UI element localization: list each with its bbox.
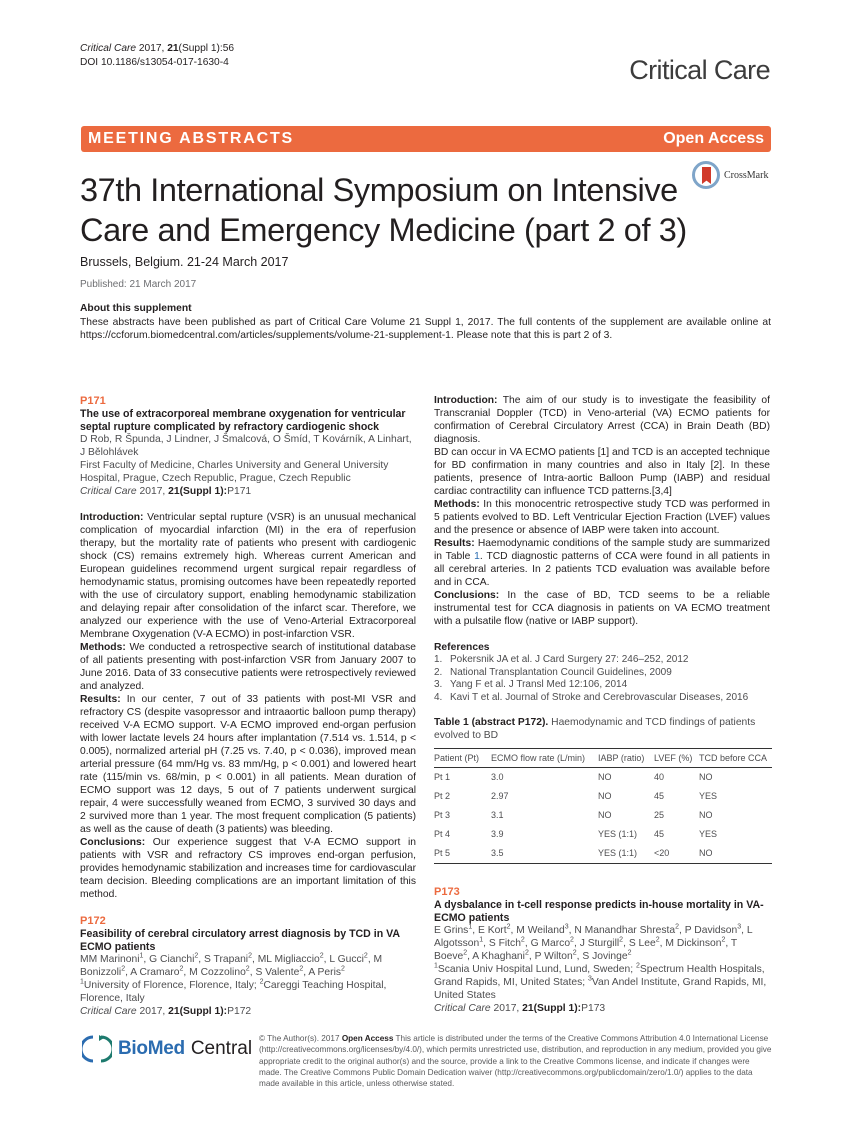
conclusions-paragraph [80,836,416,901]
table-cell: 3.1 [491,810,504,821]
table-cell: 45 [654,791,665,802]
reference-text: Kavi T et al. Journal of Stroke and Cerebrovascular Diseases, 2016 [450,691,749,703]
methods-text: We conducted a retrospective search of institutional database of all patients presenting with post-infarction VSR from January 2007 to June 2016. Data of 33 consecutive patients were retrospectively reviewed and analyzed. [80,642,416,692]
author-affiliation-marker: 2 [319,952,324,960]
author-name: L Algotsson [434,925,753,950]
abstract-affiliation [434,963,770,1002]
methods-label: Methods: [80,642,126,653]
author-affiliation-marker: 1 [139,952,144,960]
abstract-id: P173 [434,886,460,899]
author-name: A Khaghani [472,951,525,963]
introduction-paragraph [434,394,770,446]
abstract-authors: MM Marinoni$^1$, G Cianchi$^2$, S Trapani$^2$, ML Migliaccio$^2$, L Gucci$^2$, M Bonizzoli$^2$, A Cramaro$^2$, M Cozzolino$^2$, S Valente$^2$, A Peris$^2$ [80,952,383,978]
journal-logo: Critical Care [629,55,770,85]
table-row [434,768,772,788]
table-cell: 3.9 [491,829,504,840]
conclusions-text: Our experience suggest that V-A ECMO support in patients with VSR and refractory CS improves end-organ perfusion, provides hemodynamic stabilization and increases time for cardiovascular team decision. Bleeding complications are an important limitation of this method. [80,837,416,900]
table-cell: YES (1:1) [598,829,638,840]
author-name: ML Migliaccio [257,954,320,965]
reference-number: 2. [434,666,443,678]
table-cell: 3.0 [491,772,504,783]
table-header-cell: IABP (ratio) [598,753,645,764]
section-banner [81,126,771,152]
cite-journal: Critical Care [80,1006,137,1017]
reference-number: 1. [434,654,443,665]
citation-year: 2017, [136,43,168,54]
author-name: M Bonizzoli [80,954,383,978]
author-affiliation-marker: 2 [463,949,468,957]
methods-paragraph [80,641,416,693]
author-name: G Cianchi [149,954,195,965]
conclusions-paragraph [434,589,770,628]
results-label: Results: [80,694,121,705]
table-cell: YES [699,791,718,802]
abstract-title: A dysbalance in t-cell response predicts in-house mortality in VA-ECMO patients [434,899,764,924]
table-cell: 40 [654,772,665,783]
table-cell: NO [598,791,612,802]
author-affiliation-marker: 2 [179,965,184,973]
abstract-p171 [80,394,416,901]
author-affiliation-marker: 2 [121,965,126,973]
table-header-cell: TCD before CCA [699,753,768,764]
table-row [434,825,772,844]
table-cell: Pt 5 [434,848,451,859]
affiliation-marker: 2 [635,962,640,970]
logo-central: Central [190,1038,253,1059]
author-name: S Fitch [488,938,521,950]
author-name: P Wilton [534,951,573,963]
author-name: S Valente [255,967,300,978]
abstract-id: P171 [80,395,106,407]
intro-text: The aim of our study is to investigate the feasibility of Transcranial Doppler (TCD) in Veno-arterial (VA) ECMO patients for confirmation of Cerebral Circulatory Arrest (CCA) in Brain Death (BD) diagnosis. [434,395,770,445]
table-header-row [434,749,772,768]
table-cell: Pt 3 [434,810,451,821]
table-cell: NO [699,848,713,859]
abstract-title: Feasibility of cerebral circulatory arrest diagnosis by TCD in VA ECMO patients [80,928,400,953]
cite-volume: 21(Suppl 1): [168,1006,228,1017]
page-title: 37th International Symposium on Intensive Care and Emergency Medicine (part 2 of 3) [80,172,687,248]
author-name: P Davidson [684,925,738,937]
reference-text: National Transplantation Council Guidelines, 2009 [450,666,672,678]
author-name: N Manandhar Shresta [574,925,676,937]
affiliation-marker: 3 [587,975,592,983]
abstract-p172-body [434,394,770,628]
conference-location-date: Brussels, Belgium. 21-24 March 2017 [80,255,289,269]
cite-volume: 21(Suppl 1): [522,1003,582,1015]
author-name: MM Marinoni [80,954,140,965]
table-cell: NO [699,810,713,821]
author-affiliation-marker: 2 [675,923,679,931]
abstract-affiliation [80,979,416,1005]
doi[interactable]: DOI 10.1186/s13054-017-1630-4 [80,57,229,68]
affiliation-marker: 2 [259,978,264,986]
reference-number: 3. [434,679,443,691]
methods-paragraph [434,498,770,537]
cite-journal: Critical Care [434,1003,491,1015]
author-affiliation-marker: 1 [479,936,484,944]
table-link[interactable]: 1 [474,551,480,562]
author-name: J Sturgill [579,938,620,950]
crossmark-icon [692,161,720,189]
abstract-id: P172 [80,915,106,927]
author-name: A Peris [308,967,342,978]
crossmark-label: CrossMark [724,169,769,181]
abstract-body [80,511,416,901]
author-affiliation-marker: 2 [194,952,199,960]
results-paragraph [434,537,770,589]
author-name: A Cramaro [130,967,180,978]
table-cell: 2.97 [491,791,509,802]
table-cell: Pt 4 [434,829,451,840]
author-affiliation-marker: 2 [721,936,726,944]
cite-journal: Critical Care [80,486,137,497]
cite-year: 2017, [136,486,169,497]
reference-item [434,692,770,705]
author-affiliation-marker: 2 [520,936,525,944]
affiliation-text: Scania Univ Hospital Lund, Lund, Sweden; [437,964,636,976]
table-row [434,806,772,825]
results-text-cont: . TCD diagnostic patterns of CCA were found in all patients in all cerebral arteries. In 2 patients TCD evaluation was available before and in CCA. [434,551,770,588]
cite-volume: 21(Suppl 1): [168,486,228,497]
article-citation [80,42,234,70]
crossmark-button[interactable] [692,161,768,189]
author-affiliation-marker: 2 [570,936,574,944]
abstract-title: The use of extracorporeal membrane oxygenation for ventricular septal rupture complicated by refractory cardiogenic shock [80,408,406,433]
results-text: Haemodynamic conditions of the sample study are summarized in Table [434,538,770,562]
author-affiliation-marker: 2 [363,952,368,960]
published-date: Published: 21 March 2017 [80,279,197,290]
table-body [434,768,772,864]
reference-item [434,667,770,680]
abstract-citation [80,1005,416,1018]
reference-text: Pokersnik JA et al. J Card Surgery 27: 246–252, 2012 [450,654,689,665]
author-name: M Cozzolino [189,967,246,978]
intro-text: Ventricular septal rupture (VSR) is an unusual mechanical complication of myocardial infarction (MI) in the era of reperfusion therapy, but the mortality rate of patients who present with cardiogenic shock (CS) remains extremely high. Whereas current American and European guidelines recommend urgent surgical repair regardless of hemodynamic status, promising outcomes have been repeatedly reported with the use of circulatory support, enabling hemodynamic stabilization and delaying repair after consolidation of the infarct scar. Therefore, we analyzed our experience with the use of Veno-Arterial Extracorporeal Membrane Oxygenation (V-A ECMO) in post-infarction VSR. [80,512,416,640]
affiliation-marker: 1 [434,962,438,970]
banner-section-label: MEETING ABSTRACTS [88,130,295,147]
author-affiliation-marker: 2 [619,936,624,944]
reference-text: Yang F et al. J Transl Med 12:106, 2014 [450,679,628,691]
author-affiliation-marker: 2 [572,949,577,957]
table-cell: <20 [654,848,670,859]
reference-item [434,679,770,692]
author-affiliation-marker: 2 [248,952,252,960]
cite-id: P173 [581,1003,606,1015]
biomed-central-logo [82,1034,252,1064]
author-affiliation-marker: 3 [564,923,569,931]
affiliation-text: Van Andel Institute, Grand Rapids, MI, United States [434,977,767,1002]
biomed-central-icon [82,1034,112,1064]
abstract-authors: E Grins$^1$, E Kort$^2$, M Weiland$^3$, N Manandhar Shresta$^2$, P Davidson$^3$, L Algotsson$^1$, S Fitch$^2$, G Marco$^2$, J Sturgill$^2$, S Lee$^2$, M Dickinson$^2$, T Boeve$^2$, A Khaghani$^2$, P Wilton$^2$, S Jovinge$^2$ [434,923,753,963]
conclusions-label: Conclusions: [80,837,146,848]
reference-item [434,654,770,667]
conclusions-text: In the case of BD, TCD seems to be a reliable instrumental test for CCA diagnosis in patients on VA ECMO treatment with a pulsatile flow (native or IABP support). [434,590,770,627]
author-name: L Gucci [329,954,364,965]
author-name: E Grins [434,925,469,937]
author-affiliation-marker: 2 [341,965,345,973]
table-cell: 25 [654,810,665,821]
author-affiliation-marker: 3 [737,923,742,931]
affiliation-text: Careggi Teaching Hospital, Florence, Italy [80,980,387,1004]
left-column [80,394,416,1018]
author-affiliation-marker: 2 [245,965,250,973]
table-row [434,844,772,864]
license-copyright: © The Author(s). 2017 [259,1034,342,1043]
introduction-paragraph-2: BD can occur in VA ECMO patients [1] and TCD is an accepted technique for BD confirmation in many countries and also in Italy [2]. In these patients, presence of Intra-aortic Balloon Pump (IABP) and residual cardiac contractility can influence TCD patterns.[3,4] [434,447,770,497]
abstract-citation [80,485,416,498]
affiliation-text: University of Florence, Florence, Italy; [83,980,260,991]
author-affiliation-marker: 2 [627,949,632,957]
table-cell: 45 [654,829,665,840]
author-name: E Kort [477,925,507,937]
license-text: This article is distributed under the terms of the Creative Commons Attribution 4.0 International License (http://creativecommons.org/licenses/by/4.0/), which permits unrestricted use, distribution, and reproduction in any medium, provided you give appropriate credit to the original author(s) and the source, provide a link to the Creative Commons license, and indicate if changes were made. The Creative Commons Public Domain Dedication waiver (http://creativecommons.org/publicdomain/zero/1.0/) applies to the data made available in this article, unless otherwise stated. [259,1034,772,1089]
author-name: S Jovinge [582,951,628,963]
author-name: M Dickinson [665,938,722,950]
intro-label: Introduction: [80,512,144,523]
logo-biomed: BioMed [118,1038,185,1059]
table-header-cell: Patient (Pt) [434,753,480,764]
author-affiliation-marker: 1 [468,923,473,931]
cite-year: 2017, [136,1006,169,1017]
open-access-label: Open Access [663,130,764,147]
cite-id: P172 [227,1006,252,1017]
author-name: S Trapani [204,954,249,965]
abstract-p172-header [80,914,416,1018]
table-row [434,787,772,806]
table-cell: NO [699,772,713,783]
findings-table [434,748,772,864]
author-name: T Boeve [434,938,738,963]
methods-text: In this monocentric retrospective study TCD was performed in 5 patients evolved to BD. Left Ventricular Ejection Fraction (LVEF) values and the presence or absence of IABP were taken into account. [434,499,770,536]
references-heading: References [434,642,490,653]
table-cell: NO [598,810,612,821]
reference-number: 4. [434,691,443,703]
citation-volume: 21 [167,43,179,54]
citation-issue: (Suppl 1):56 [178,43,235,54]
abstract-p173 [434,885,770,1015]
cite-id: P171 [227,486,252,497]
about-text: These abstracts have been published as part of Critical Care Volume 21 Suppl 1, 2017. The full contents of the supplement are available online at https://ccforum.biomedcentral.com/articles/supplements/volume-21-supplement-1. Please note that this is part 2 of 3. [80,317,771,341]
table-cell: Pt 2 [434,791,451,802]
table-caption-label: Table 1 (abstract P172). [434,717,549,729]
results-paragraph [80,693,416,836]
author-name: M Weiland [516,925,565,937]
author-affiliation-marker: 2 [506,923,511,931]
results-text: In our center, 7 out of 33 patients with post-MI VSR and refractory CS (despite vasopressor and intraaortic balloon pump therapy) received V-A ECMO support. V-A ECMO improved end-organ perfusion with lower lactate levels 24 hours after implantation (7.514 vs. 1.514, p < 0.005), normalized arterial pH (7.25 vs. 7.40, p < 0.036), improved mean arterial pressure (64 mm/Hg vs. 83 mm/Hg, p < 0.001) and lowered heart rate (115/min vs. 68/min, p < 0.001) in all patients. Mean duration of ECMO support was 12 days, 5 out of 7 patients underwent surgical repair, 4 were successfully weaned from ECMO, 3 survived 30 days and 2 survived more than 1 year. The most frequent complication (5 patients) as well as the cause of death (3 patients) was bleeding. [80,694,416,835]
methods-label: Methods: [434,499,480,510]
author-affiliation-marker: 2 [524,949,529,957]
citation-journal: Critical Care [80,43,137,54]
abstract-authors: D Rob, R Špunda, J Lindner, J Šmalcová, O Šmíd, T Kovárník, A Linhart, J Bělohlávek [80,434,412,458]
table-cell: YES [699,829,718,840]
cite-year: 2017, [490,1003,523,1015]
introduction-paragraph [80,511,416,641]
affiliation-text: Spectrum Health Hospitals, Grand Rapids, MI, United States; [434,964,765,989]
table-header-cell: LVEF (%) [654,753,693,764]
table-caption-text: Haemodynamic and TCD findings of patients evolved to BD [434,717,756,742]
author-affiliation-marker: 2 [299,965,304,973]
intro-label: Introduction: [434,395,498,406]
abstract-citation [434,1002,770,1015]
right-column [434,394,770,1015]
table-cell: YES (1:1) [598,848,638,859]
author-name: S Lee [628,938,656,950]
author-name: G Marco [530,938,571,950]
author-affiliation-marker: 2 [655,936,660,944]
abstract-affiliation: First Faculty of Medicine, Charles University and General University Hospital, Prague, Czech Republic, Prague, Czech Republic [80,460,389,484]
about-heading: About this supplement [80,303,192,314]
table-cell: 3.5 [491,848,504,859]
table-cell: Pt 1 [434,772,451,783]
table-header-cell: ECMO flow rate (L/min) [491,753,586,764]
license-notice [259,1033,774,1089]
results-label: Results: [434,538,475,549]
conclusions-label: Conclusions: [434,590,500,601]
table-cell: NO [598,772,612,783]
affiliation-marker: 1 [80,978,84,986]
references-list [434,654,770,704]
table-caption [434,716,770,742]
license-open-access: Open Access [341,1034,394,1043]
